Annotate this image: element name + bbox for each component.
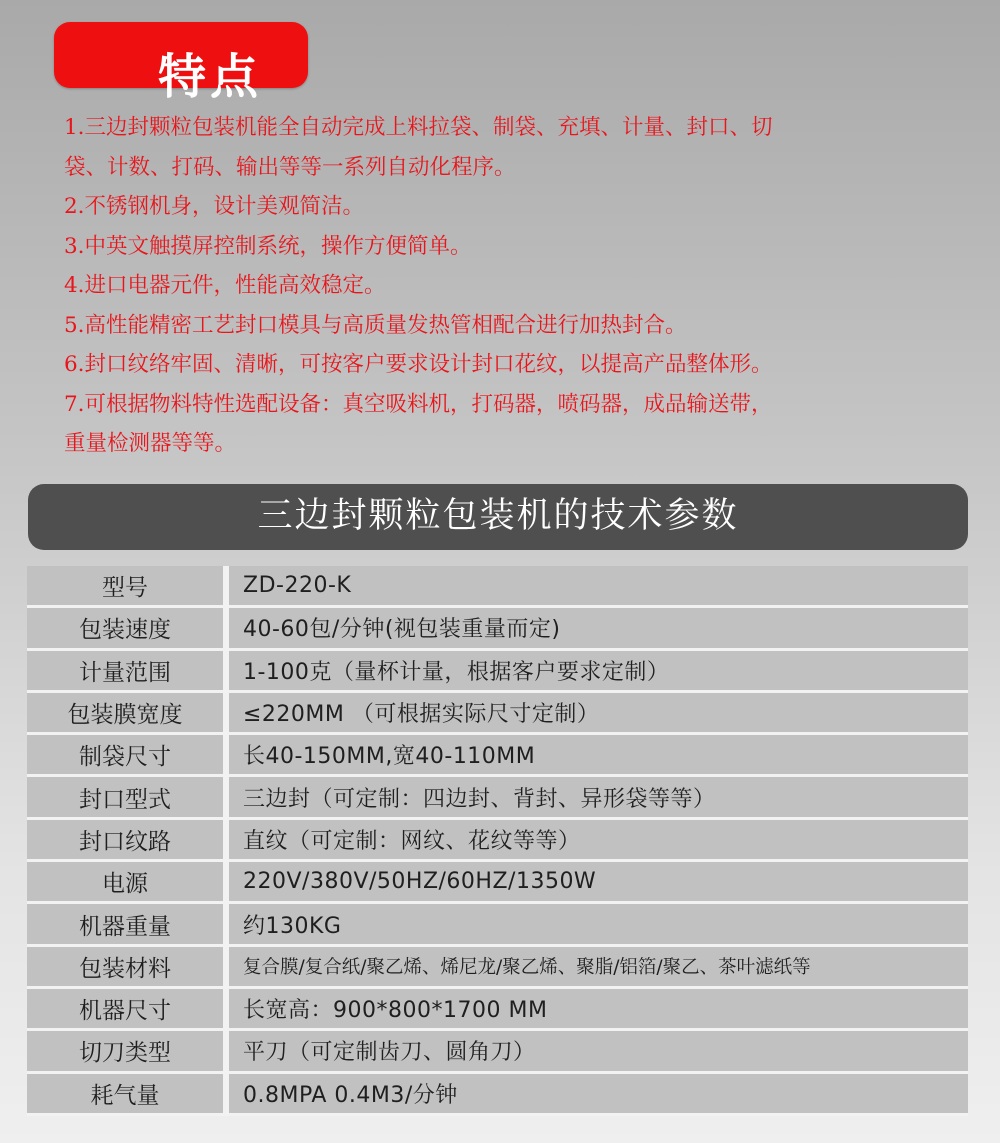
spec-label: 计量范围 (27, 651, 229, 693)
spec-value: ZD-220-K (229, 566, 968, 608)
table-row (27, 735, 968, 777)
spec-value: 1-100克（量杯计量，根据客户要求定制） (229, 651, 968, 693)
spec-value: ≤220MM （可根据实际尺寸定制） (229, 693, 968, 735)
table-row (27, 820, 968, 862)
spec-value: 约130KG (229, 904, 968, 946)
feature-line: 5.高性能精密工艺封口模具与高质量发热管相配合进行加热封合。 (64, 312, 687, 338)
spec-label: 封口纹路 (27, 820, 229, 862)
feature-line: 重量检测器等等。 (64, 431, 237, 456)
features-list (64, 108, 954, 464)
features-badge (54, 22, 308, 105)
spec-value: 复合膜/复合纸/聚乙烯、烯尼龙/聚乙烯、聚脂/铝箔/聚乙、茶叶滤纸等 (229, 947, 968, 989)
table-row (27, 1074, 968, 1116)
spec-label: 包装速度 (27, 608, 229, 650)
spec-label: 包装膜宽度 (27, 693, 229, 735)
spec-label: 机器尺寸 (27, 989, 229, 1031)
feature-line: 4.进口电器元件，性能高效稳定。 (64, 273, 386, 298)
table-row (27, 1031, 968, 1073)
spec-value: 220V/380V/50HZ/60HZ/1350W (229, 862, 968, 904)
table-row (27, 608, 968, 650)
feature-line: 袋、计数、打码、输出等等一系列自动化程序。 (64, 154, 516, 180)
table-row (27, 693, 968, 735)
table-row (27, 566, 968, 608)
spec-label: 机器重量 (27, 904, 229, 946)
table-row (27, 904, 968, 946)
spec-label: 包装材料 (27, 947, 229, 989)
spec-section-header (28, 484, 968, 550)
feature-line: 1.三边封颗粒包装机能全自动完成上料拉袋、制袋、充填、计量、封口、切 (64, 115, 773, 140)
spec-label: 电源 (27, 862, 229, 904)
table-row (27, 862, 968, 904)
spec-label: 耗气量 (27, 1074, 229, 1116)
spec-label: 切刀类型 (27, 1031, 229, 1073)
feature-line: 2.不锈钢机身，设计美观简洁。 (64, 194, 365, 219)
spec-section-title: 三边封颗粒包装机的技术参数 (257, 496, 739, 536)
spec-value: 长宽高：900*800*1700 MM (229, 989, 968, 1031)
table-row (27, 651, 968, 693)
spec-value: 40-60包/分钟(视包装重量而定) (229, 608, 968, 650)
table-row (27, 947, 968, 989)
spec-table (27, 566, 968, 1116)
features-badge-title: 特点 (157, 49, 262, 105)
spec-label: 制袋尺寸 (27, 735, 229, 777)
feature-line: 7.可根据物料特性选配设备：真空吸料机，打码器，喷码器，成品输送带， (64, 391, 773, 417)
spec-value: 0.8MPA 0.4M3/分钟 (229, 1074, 968, 1116)
spec-label: 封口型式 (27, 777, 229, 819)
spec-value: 三边封（可定制：四边封、背封、异形袋等等） (229, 777, 968, 819)
spec-label: 型号 (27, 566, 229, 608)
spec-value: 长40-150MM,宽40-110MM (229, 735, 968, 777)
table-row (27, 989, 968, 1031)
table-row (27, 777, 968, 819)
spec-value: 直纹（可定制：网纹、花纹等等） (229, 820, 968, 862)
feature-line: 6.封口纹络牢固、清晰，可按客户要求设计封口花纹，以提高产品整体形。 (64, 352, 773, 377)
spec-value: 平刀（可定制齿刀、圆角刀） (229, 1031, 968, 1073)
feature-line: 3.中英文触摸屏控制系统，操作方便简单。 (64, 233, 472, 259)
